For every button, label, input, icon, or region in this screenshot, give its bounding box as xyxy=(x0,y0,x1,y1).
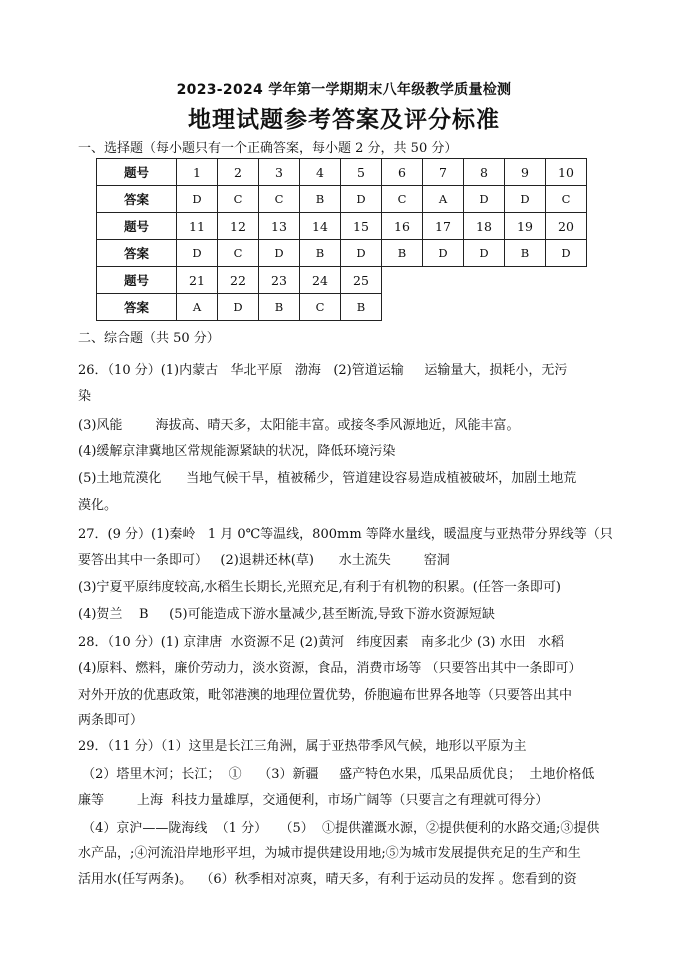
question-number-cell: 15 xyxy=(341,213,382,240)
answer-cell: D xyxy=(505,186,546,213)
question-number-cell: 21 xyxy=(177,267,218,294)
answer-cell: D xyxy=(341,240,382,267)
answer-table xyxy=(96,158,587,321)
answer-cell: D xyxy=(464,186,505,213)
answer-cell: C xyxy=(259,186,300,213)
question-number-cell: 20 xyxy=(546,213,587,240)
answer-cell: D xyxy=(259,240,300,267)
answer-text-line: 廉等 上海 科技力量雄厚，交通便利，市场广阔等（只要言之有理就可得分） xyxy=(78,793,549,808)
answer-cell: D xyxy=(218,294,259,321)
answer-cell: C xyxy=(546,186,587,213)
answer-cell: D xyxy=(177,186,218,213)
answer-text-line: 活用水(任写两条)。 （6）秋季相对凉爽，晴天多，有利于运动员的发挥 。您看到的资 xyxy=(78,872,577,887)
answer-row xyxy=(97,240,587,267)
answer-cell: A xyxy=(423,186,464,213)
question-number-cell: 18 xyxy=(464,213,505,240)
question-number-cell: 22 xyxy=(218,267,259,294)
question-number-cell: 25 xyxy=(341,267,382,294)
question-number-cell: 19 xyxy=(505,213,546,240)
question-number-cell: 2 xyxy=(218,159,259,186)
answer-text-line: 染 xyxy=(78,389,92,404)
answer-cell: B xyxy=(300,240,341,267)
question-number-cell: 14 xyxy=(300,213,341,240)
answer-text-line: （4）京沪——陇海线 （1 分） （5） ①提供灌溉水源，②提供便利的水路交通;③提供 xyxy=(78,821,600,836)
answer-text-line: 两条即可） xyxy=(78,713,144,728)
answer-text-line: 漠化。 xyxy=(78,498,118,513)
answer-cell: D xyxy=(423,240,464,267)
question-number-cell: 11 xyxy=(177,213,218,240)
question-number-cell: 5 xyxy=(341,159,382,186)
answer-text-line: 要答出其中一条即可） (2)退耕还林(草) 水土流失 窑洞 xyxy=(78,553,450,568)
question-number-cell: 17 xyxy=(423,213,464,240)
answer-cell: D xyxy=(464,240,505,267)
answer-label: 答案 xyxy=(97,240,177,267)
question-number-cell: 23 xyxy=(259,267,300,294)
question-number-cell: 4 xyxy=(300,159,341,186)
question-number-cell: 7 xyxy=(423,159,464,186)
section1-heading: 一、选择题（每小题只有一个正确答案，每小题 2 分，共 50 分） xyxy=(78,141,458,156)
answer-label: 答案 xyxy=(97,294,177,321)
answer-text-line: （2）塔里木河；长江； ① （3）新疆 盛产特色水果，瓜果品质优良； 土地价格低 xyxy=(78,767,595,782)
question-number-cell: 12 xyxy=(218,213,259,240)
answer-text-line: (4)贺兰 B (5)可能造成下游水量减少,甚至断流,导致下游水资源短缺 xyxy=(78,607,495,622)
question-number-label: 题号 xyxy=(97,213,177,240)
answer-label: 答案 xyxy=(97,186,177,213)
answer-row xyxy=(97,186,587,213)
answer-text-line: (4)缓解京津冀地区常规能源紧缺的状况，降低环境污染 xyxy=(78,444,396,459)
answer-cell: B xyxy=(382,240,423,267)
answer-text-line: 28．（10 分）(1) 京津唐 水资源不足 (2)黄河 纬度因素 南多北少 (3) 水田 水稻 xyxy=(78,635,564,650)
answer-cell: D xyxy=(341,186,382,213)
answer-cell: B xyxy=(341,294,382,321)
answer-text-line: (4)原料、燃料，廉价劳动力，淡水资源，食品，消费市场等 （只要答出其中一条即可） xyxy=(78,661,582,676)
question-number-cell: 6 xyxy=(382,159,423,186)
question-number-label: 题号 xyxy=(97,267,177,294)
answer-cell: C xyxy=(218,240,259,267)
question-number-cell: 3 xyxy=(259,159,300,186)
question-number-cell: 9 xyxy=(505,159,546,186)
answer-cell: D xyxy=(177,240,218,267)
question-number-cell: 1 xyxy=(177,159,218,186)
answer-cell: D xyxy=(546,240,587,267)
question-number-cell: 10 xyxy=(546,159,587,186)
question-number-row xyxy=(97,267,587,294)
question-number-label: 题号 xyxy=(97,159,177,186)
document-title: 地理试题参考答案及评分标准 xyxy=(188,106,500,133)
question-number-cell: 8 xyxy=(464,159,505,186)
answer-text-line: (3)宁夏平原纬度较高,水稻生长期长,光照充足,有利于有机物的积累。(任答一条即可) xyxy=(78,580,561,595)
answer-text-line: 26．（10 分）(1)内蒙古 华北平原 渤海 (2)管道运输 运输量大，损耗小，无污 xyxy=(78,363,568,378)
section2-heading: 二、综合题（共 50 分） xyxy=(78,331,220,346)
answer-text-line: 27．(9 分）(1)秦岭 1 月 0℃等温线，800mm 等降水量线，暖温度与亚热带分界线等（只 xyxy=(78,527,613,542)
answer-cell: C xyxy=(300,294,341,321)
question-number-row xyxy=(97,213,587,240)
answer-text-line: (3)风能 海拔高、晴天多，太阳能丰富。或接冬季风源地近，风能丰富。 xyxy=(78,418,520,433)
answer-cell: A xyxy=(177,294,218,321)
question-number-cell: 24 xyxy=(300,267,341,294)
answer-text-line: (5)土地荒漠化 当地气候干旱，植被稀少，管道建设容易造成植被破坏，加剧土地荒 xyxy=(78,471,577,486)
answer-cell: C xyxy=(218,186,259,213)
answer-row xyxy=(97,294,587,321)
answer-cell: B xyxy=(300,186,341,213)
question-number-cell: 13 xyxy=(259,213,300,240)
answer-cell: C xyxy=(382,186,423,213)
answer-text-line: 对外开放的优惠政策，毗邻港澳的地理位置优势，侨胞遍布世界各地等（只要答出其中 xyxy=(78,688,573,703)
answer-text-line: 29．（11 分）（1）这里是长江三角洲，属于亚热带季风气候，地形以平原为主 xyxy=(78,739,527,754)
question-number-cell: 16 xyxy=(382,213,423,240)
question-number-row xyxy=(97,159,587,186)
answer-text-line: 水产品，;④河流沿岸地形平坦，为城市提供建设用地;⑤为城市发展提供充足的生产和生 xyxy=(78,846,581,861)
exam-header: 2023-2024 学年第一学期期末八年级教学质量检测 xyxy=(176,82,512,98)
answer-cell: B xyxy=(505,240,546,267)
answer-cell: B xyxy=(259,294,300,321)
